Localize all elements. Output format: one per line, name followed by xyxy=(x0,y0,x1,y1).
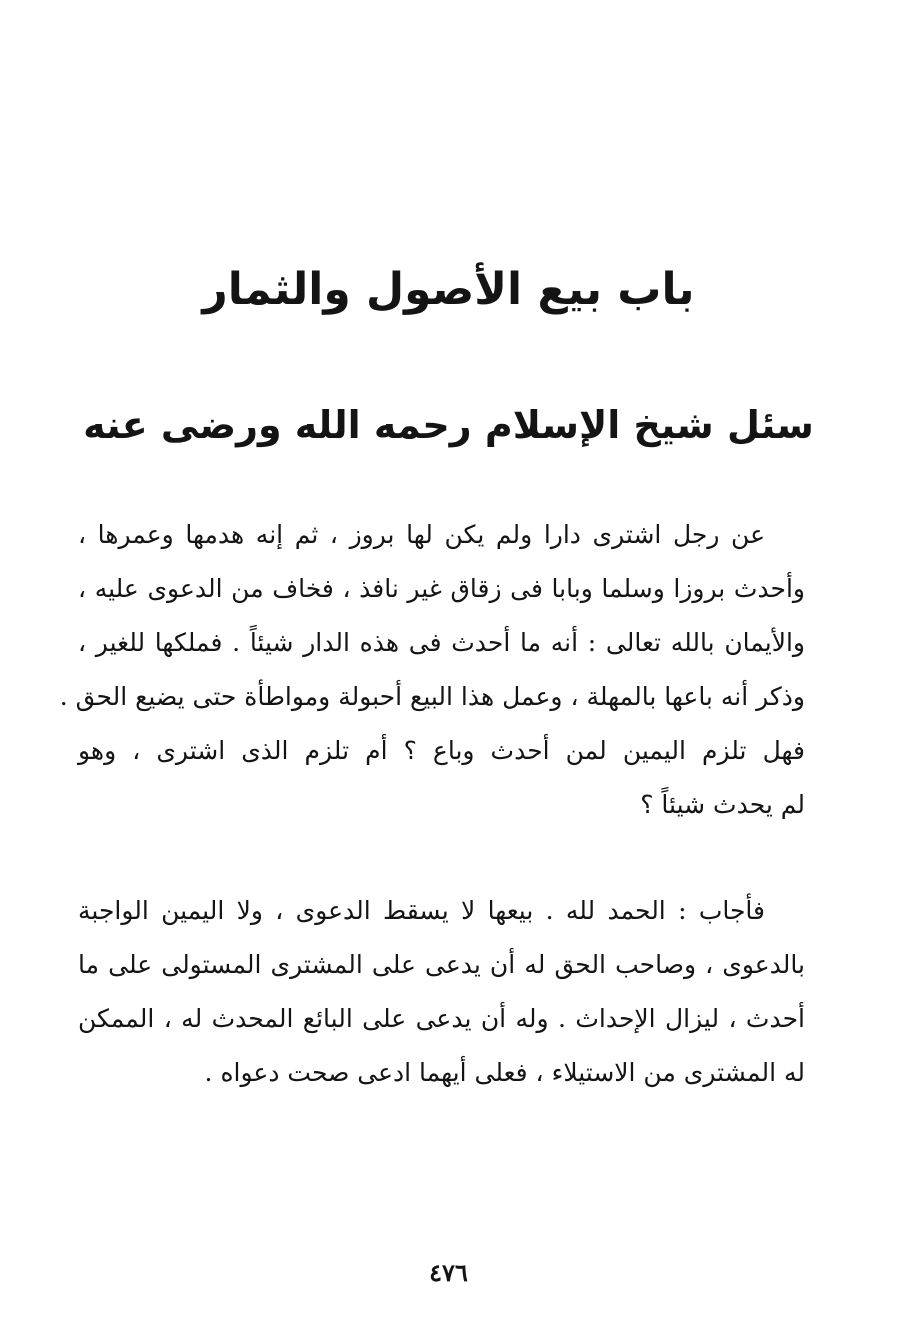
answer-line: أحدث ، ليزال الإحداث . وله أن يدعى على البائع المحدث له ، الممكن xyxy=(78,1004,805,1033)
answer-paragraph xyxy=(78,884,805,1100)
answer-line: فأجاب : الحمد لله . بيعها لا يسقط الدعوى ، ولا اليمين الواجبة xyxy=(78,896,765,925)
question-line: وذكر أنه باعها بالمهلة ، وعمل هذا البيع أحبولة ومواطأة حتى يضيع الحق . xyxy=(59,682,805,711)
question-line: والأيمان بالله تعالى : أنه ما أحدث فى هذه الدار شيئاً . فملكها للغير ، xyxy=(78,628,805,657)
question-paragraph xyxy=(59,508,805,832)
question-line: عن رجل اشترى دارا ولم يكن لها بروز ، ثم إنه هدمها وعمرها ، xyxy=(78,520,765,549)
chapter-title: باب بيع الأصول والثمار xyxy=(202,264,695,315)
page-number: ٤٧٦ xyxy=(429,1258,468,1287)
question-line: لم يحدث شيئاً ؟ xyxy=(640,790,805,819)
question-heading: سئل شيخ الإسلام رحمه الله ورضى عنه xyxy=(83,403,814,447)
answer-line: بالدعوى ، وصاحب الحق له أن يدعى على المشترى المستولى على ما xyxy=(78,950,805,979)
question-line: فهل تلزم اليمين لمن أحدث وباع ؟ أم تلزم الذى اشترى ، وهو xyxy=(78,736,805,765)
answer-line: له المشترى من الاستيلاء ، فعلى أيهما ادعى صحت دعواه . xyxy=(204,1058,805,1087)
question-line: وأحدث بروزا وسلما وبابا فى زقاق غير نافذ ، فخاف من الدعوى عليه ، xyxy=(78,574,805,603)
